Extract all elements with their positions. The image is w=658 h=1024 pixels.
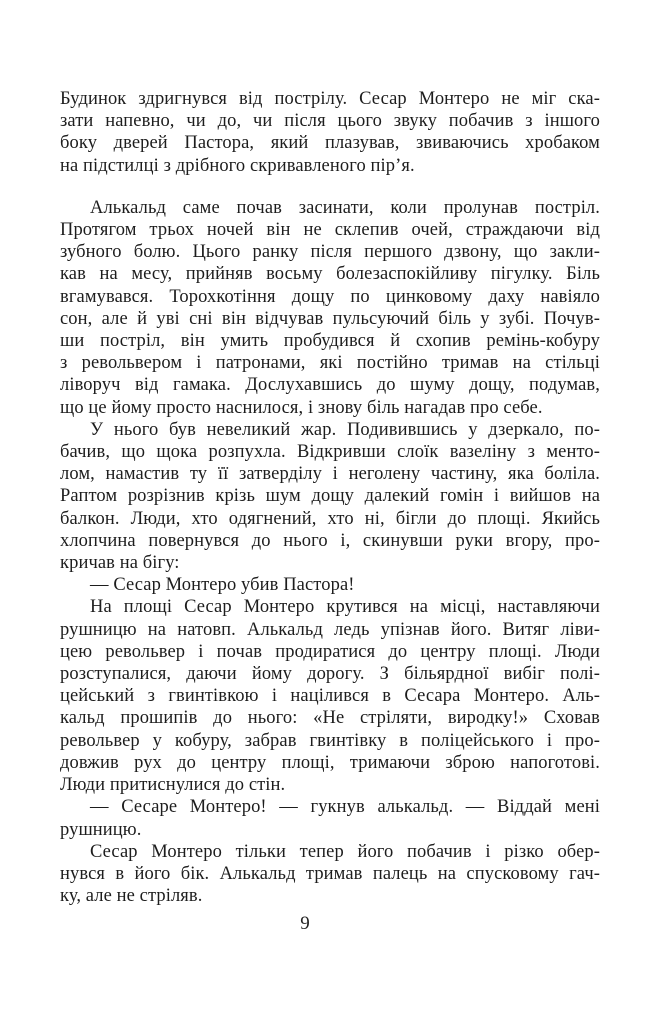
text-line: балкон. Люди, хто одягнений, хто ні, бігли до площі. Якийсь [60,508,600,529]
paragraph [60,596,600,796]
text-line: Люди притиснулися до стін. [60,775,286,796]
text-line: ши постріл, він умить пробудився й схопив ремінь-кобуру [60,331,600,352]
text-line: У нього був невеликий жар. Подивившись у дзеркало, по- [90,419,600,440]
text-line: — Сесар Монтеро убив Пастора! [90,575,355,596]
text-line: що це йому просто наснилося, і знову біль нагадав про себе. [60,397,543,418]
text-line: цейський з гвинтівкою і націлився в Сесара Монтеро. Аль- [60,686,600,707]
text-line: Раптом розрізнив крізь шум дощу далекий гомін і вийшов на [60,486,600,507]
text-line: ку, але не стріляв. [60,886,203,907]
text-line: розступалися, даючи йому дорогу. З більярдної вибіг полі- [60,664,600,685]
text-line: Сесар Монтеро тільки тепер його побачив і різко обер- [90,841,600,862]
text-line: хлопчина повернувся до нього і, скинувши руки вгору, про- [60,530,600,551]
text-line: рушницю на натовп. Алькальд ледь упізнав його. Витяг ліви- [60,619,600,640]
text-line: на підстилці з дрібного скривавленого пір’я. [60,155,415,176]
text-line: ліворуч від гамака. Дослухавшись до шуму дощу, подумав, [60,375,600,396]
text-line: лом, намастив ту її затверділу і неголену частину, яка боліла. [60,464,600,485]
text-line: Алькальд саме почав засинати, коли пролунав постріл. [90,197,600,218]
paragraph [60,841,600,908]
text-line: кричав на бігу: [60,553,180,574]
text-line: сон, але й уві сні він відчував пульсуючий біль у зубі. Почув- [60,308,600,329]
paragraph [60,796,600,840]
text-line: з револьвером і патронами, які постійно тримав на стільці [60,353,600,374]
text-line: Будинок здригнувся від пострілу. Сесар Монтеро не міг ска- [60,89,600,109]
text-line: боку дверей Пастора, який плазував, звиваючись хробаком [60,133,600,154]
text-line: кав на месу, прийняв восьму болезаспокійливу пігулку. Біль [60,264,600,285]
text-line: цею револьвер і почав продиратися до центру площі. Люди [60,641,600,662]
text-line: бачив, що щока розпухла. Відкривши слоїк вазеліну з менто- [60,442,600,463]
text-line: рушницю. [60,819,142,840]
text-line: нувся в його бік. Алькальд тримав палець на спусковому гач- [60,863,600,884]
text-line: револьвер у кобуру, забрав гвинтівку в поліцейського і про- [60,730,600,751]
paragraph [60,574,600,596]
text-line: довжив рух до центру площі, тримаючи зброю напоготові. [60,752,600,773]
paragraph [60,88,600,177]
text-line: зубного болю. Цього ранку після першого дзвону, що закли- [60,242,600,263]
text-line: — Сесаре Монтеро! — гукнув алькальд. — Віддай мені [90,797,600,818]
paragraph [60,197,600,419]
page-text [60,88,600,907]
text-line: кальд прошипів до нього: «Не стріляти, виродку!» Сховав [60,708,600,729]
text-line: На площі Сесар Монтеро крутився на місці, наставляючи [90,597,600,618]
text-line: зати напевно, чи до, чи після цього звуку побачив з іншого [60,111,600,132]
text-line: вгамувався. Торохкотіння дощу по цинковому даху навіяло [60,286,600,307]
text-line: Протягом трьох ночей він не склепив очей, страждаючи від [60,220,600,241]
paragraph [60,419,600,574]
page-number: 9 [300,913,310,934]
